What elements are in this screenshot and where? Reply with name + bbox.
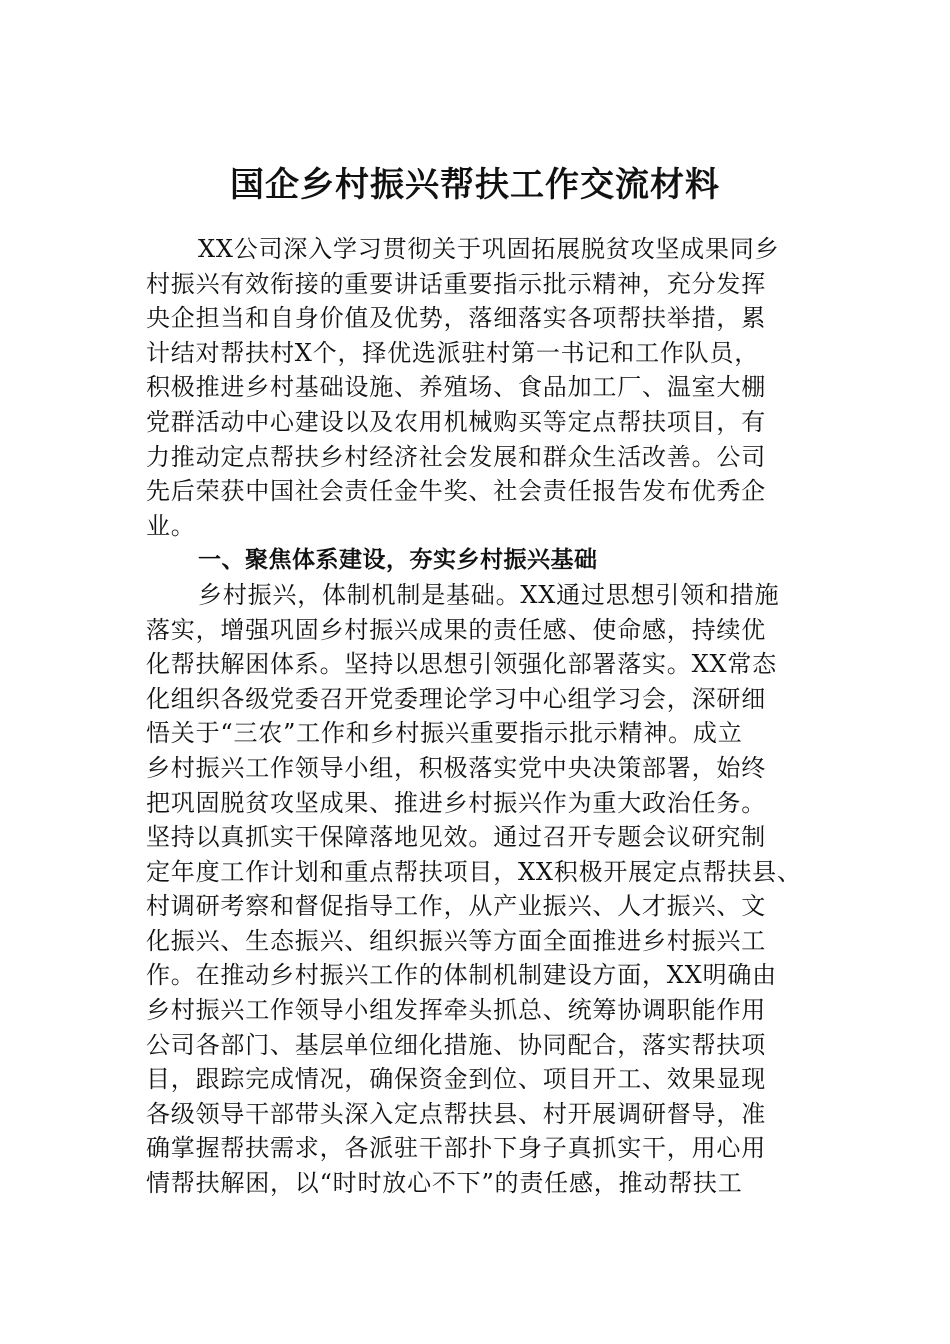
paragraph-line: 落实，增强巩固乡村振兴成果的责任感、使命感，持续优: [146, 615, 766, 644]
paragraph-line: 化帮扶解困体系。坚持以思想引领强化部署落实。XX常态: [146, 650, 777, 679]
paragraph-line: 确掌握帮扶需求，各派驻干部扑下身子真抓实干，用心用: [146, 1134, 766, 1163]
section-heading: 一、聚焦体系建设，夯实乡村振兴基础: [198, 547, 598, 574]
paragraph-line: 悟关于“三农”工作和乡村振兴重要指示批示精神。成立: [146, 719, 743, 748]
paragraph-line: 积极推进乡村基础设施、养殖场、食品加工厂、温室大棚: [146, 373, 766, 402]
paragraph-line: 乡村振兴，体制机制是基础。XX通过思想引领和措施: [198, 580, 780, 609]
paragraph-line: 各级领导干部带头深入定点帮扶县、村开展调研督导，准: [146, 1099, 766, 1128]
paragraph-line: 央企担当和自身价值及优势，落细落实各项帮扶举措，累: [146, 304, 766, 333]
paragraph-line: 化振兴、生态振兴、组织振兴等方面全面推进乡村振兴工: [146, 926, 766, 955]
paragraph-line: 化组织各级党委召开党委理论学习中心组学习会，深研细: [146, 684, 766, 713]
paragraph-line: 计结对帮扶村X个，择优选派驻村第一书记和工作队员，: [146, 338, 760, 367]
document-body: [146, 232, 810, 1201]
paragraph-line: XX公司深入学习贯彻关于巩固拓展脱贫攻坚成果同乡: [198, 235, 780, 263]
paragraph-line: 作。在推动乡村振兴工作的体制机制建设方面，XX明确由: [146, 961, 777, 990]
paragraph-line: 乡村振兴工作领导小组，积极落实党中央决策部署，始终: [146, 753, 766, 782]
paragraph-line: 乡村振兴工作领导小组发挥牵头抓总、统筹协调职能作用: [146, 996, 766, 1025]
paragraph-line: 目，跟踪完成情况，确保资金到位、项目开工、效果显现: [146, 1065, 766, 1094]
paragraph-line: 先后荣获中国社会责任金牛奖、社会责任报告发布优秀企: [146, 477, 766, 506]
paragraph-line: 村振兴有效衔接的重要讲话重要指示批示精神，充分发挥: [146, 269, 766, 298]
paragraph-line: 公司各部门、基层单位细化措施、协同配合，落实帮扶项: [146, 1030, 766, 1059]
paragraph-line: 坚持以真抓实干保障落地见效。通过召开专题会议研究制: [146, 823, 766, 852]
paragraph-line: 定年度工作计划和重点帮扶项目，XX积极开展定点帮扶县、: [146, 857, 802, 886]
paragraph-line: 党群活动中心建设以及农用机械购买等定点帮扶项目，有: [146, 407, 766, 436]
document-title: 国企乡村振兴帮扶工作交流材料: [230, 165, 720, 205]
paragraph-line: 村调研考察和督促指导工作，从产业振兴、人才振兴、文: [146, 892, 766, 921]
paragraph-line: 力推动定点帮扶乡村经济社会发展和群众生活改善。公司: [146, 442, 766, 471]
paragraph-line: 把巩固脱贫攻坚成果、推进乡村振兴作为重大政治任务。: [146, 788, 766, 817]
paragraph-line: 业。: [146, 511, 196, 540]
paragraph-line: 情帮扶解困，以“时时放心不下”的责任感，推动帮扶工: [146, 1169, 743, 1198]
